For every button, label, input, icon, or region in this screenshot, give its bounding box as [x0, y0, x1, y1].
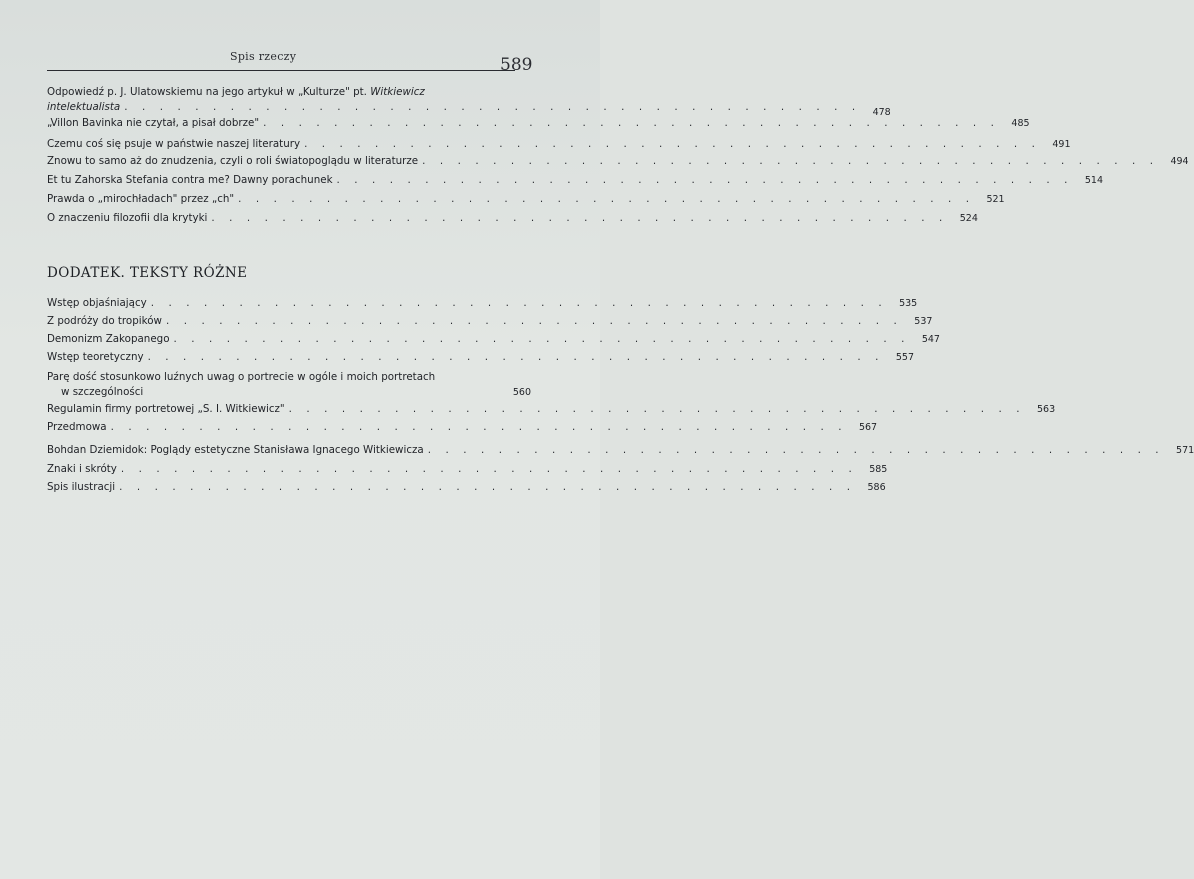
toc-entry-page: 478: [872, 107, 891, 118]
leader-dots: . . . . . . . . . . . . . . . . . . . . . . . . . . . . . . . . . . . . . . . . . .: [150, 297, 888, 309]
toc-entry: [47, 192, 1005, 211]
toc-entry: [47, 443, 1194, 462]
leader-dots: . . . . . . . . . . . . . . . . . . . . . . . . . . . . . . . . . . . . . . . . . .: [173, 333, 910, 345]
toc-entry-title: Z podróży do tropików: [47, 315, 162, 327]
toc-entry-title: Odpowiedź p. J. Ulatowskiemu na jego artykuł w „Kulturze" pt. Witkiewicz: [47, 86, 425, 98]
toc-entry: [47, 154, 1189, 173]
toc-entry-title: Przedmowa: [47, 421, 107, 433]
toc-entry-continuation: w szczególności: [61, 386, 144, 398]
toc-entry: [47, 314, 933, 332]
toc-entry-title: Bohdan Dziemidok: Poglądy estetyczne Stanisława Ignacego Witkiewicza: [47, 444, 424, 456]
leader-dots: . . . . . . . . . . . . . . . . . . . . . . . . . . . . . . . . . . . . . . . . . .: [211, 212, 948, 224]
toc-entry-continuation: intelektualista: [47, 101, 121, 113]
toc-entry: [47, 420, 878, 443]
toc-entry: [47, 173, 1104, 192]
toc-entry-title: „Villon Bavinka nie czytał, a pisał dobrze": [47, 117, 260, 129]
toc-entry-title: Wstęp teoretyczny: [47, 351, 144, 363]
toc-entry-title: Regulamin firmy portretowej „S. I. Witkiewicz": [47, 403, 285, 415]
toc-entry-title: Demonizm Zakopanego: [47, 333, 170, 345]
toc-entry-page: 585: [869, 464, 888, 475]
toc-entry-title: Czemu coś się psuje w państwie naszej literatury: [47, 138, 301, 150]
toc-entry-page: 547: [921, 334, 940, 345]
toc-entry-title: Spis ilustracji: [47, 481, 116, 493]
leader-dots: . . . . . . . . . . . . . . . . . . . . . . . . . . . . . . . . . . . . . . . . . .: [422, 155, 1159, 167]
header-rule: [47, 70, 515, 71]
leader-dots: . . . . . . . . . . . . . . . . . . . . . . . . . . . . . . . . . . . . . . . . . .: [238, 193, 975, 205]
toc-entry-title: Prawda o „mirochładach" przez „ch": [47, 193, 235, 205]
page-number: 589: [500, 55, 533, 75]
toc-entry-title: Wstęp objaśniający: [47, 297, 147, 309]
toc-entry: [47, 480, 886, 498]
leader-dots: . . . . . . . . . . . . . . . . . . . . . . . . . . . . . . . . . . . . . . . . . .: [165, 315, 903, 327]
leader-dots: . . . . . . . . . . . . . . . . . . . . . . . . . . . . . . . . . . . . . . . . . .: [147, 351, 885, 363]
toc-entry-page: 535: [899, 298, 918, 309]
toc-entry-page: 485: [1011, 118, 1030, 129]
leader-dots: . . . . . . . . . . . . . . . . . . . . . . . . . . . . . . . . . . . . . . . . . .: [110, 421, 848, 433]
toc-entry: [47, 85, 891, 118]
toc-entry-page: 560: [512, 387, 531, 398]
toc-entry-title: O znaczeniu filozofii dla krytyki: [47, 212, 208, 224]
toc-entry: [47, 296, 918, 314]
toc-entry: [47, 370, 531, 402]
leader-dots: . . . . . . . . . . . . . . . . . . . . . . . . . . . . . . . . . . . . . . . . . .: [304, 138, 1041, 150]
toc-entry: [47, 137, 1071, 154]
toc-entry: [47, 211, 978, 230]
toc-entry-title: Parę dość stosunkowo luźnych uwag o portrecie w ogóle i moich portretach: [47, 371, 436, 383]
toc-entry-page: 494: [1170, 156, 1189, 167]
toc-entry-page: 524: [959, 213, 978, 224]
section-heading: DODATEK. TEKSTY RÓŻNE: [47, 265, 248, 281]
toc-entry-page: 567: [858, 422, 878, 433]
running-title: Spis rzeczy: [230, 50, 297, 63]
toc-list-main: [47, 85, 1189, 230]
leader-dots: . . . . . . . . . . . . . . . . . . . . . . . . . . . . . . . . . . . . . . . . . .: [288, 403, 1026, 415]
leader-dots: . . . . . . . . . . . . . . . . . . . . . . . . . . . . . . . . . . . . . . . . . .: [124, 101, 861, 113]
toc-entry: [47, 402, 1056, 420]
toc-entry-page: 586: [867, 482, 886, 493]
leader-dots: . . . . . . . . . . . . . . . . . . . . . . . . . . . . . . . . . . . . . . . . . .: [119, 481, 856, 493]
toc-entry-title: Znowu to samo aż do znudzenia, czyli o roli światopoglądu w literaturze: [47, 155, 419, 167]
toc-entry-page: 514: [1084, 175, 1104, 186]
toc-entry-page: 491: [1052, 139, 1071, 150]
toc-entry: [47, 350, 915, 370]
leader-dots: . . . . . . . . . . . . . . . . . . . . . . . . . . . . . . . . . . . . . . . . . .: [427, 444, 1165, 456]
leader-dots: . . . . . . . . . . . . . . . . . . . . . . . . . . . . . . . . . . . . . . . . . .: [120, 463, 858, 475]
toc-entry-title: Et tu Zahorska Stefania contra me? Dawny porachunek: [47, 174, 333, 186]
toc-entry-page: 563: [1037, 404, 1056, 415]
toc-entry: [47, 116, 1030, 137]
toc-entry-page: 537: [914, 316, 933, 327]
toc-entry-page: 521: [986, 194, 1005, 205]
toc-entry: [47, 462, 888, 480]
leader-dots: . . . . . . . . . . . . . . . . . . . . . . . . . . . . . . . . . . . . . . . . . .: [336, 174, 1074, 186]
toc-entry: [47, 332, 940, 350]
toc-entry-page: 571: [1176, 445, 1194, 456]
toc-entry-title: Znaki i skróty: [47, 463, 117, 475]
leader-dots: . . . . . . . . . . . . . . . . . . . . . . . . . . . . . . . . . . . . . . . . . .: [263, 117, 1000, 129]
toc-list-appendix: [47, 296, 1194, 498]
toc-entry-page: 557: [895, 352, 915, 363]
